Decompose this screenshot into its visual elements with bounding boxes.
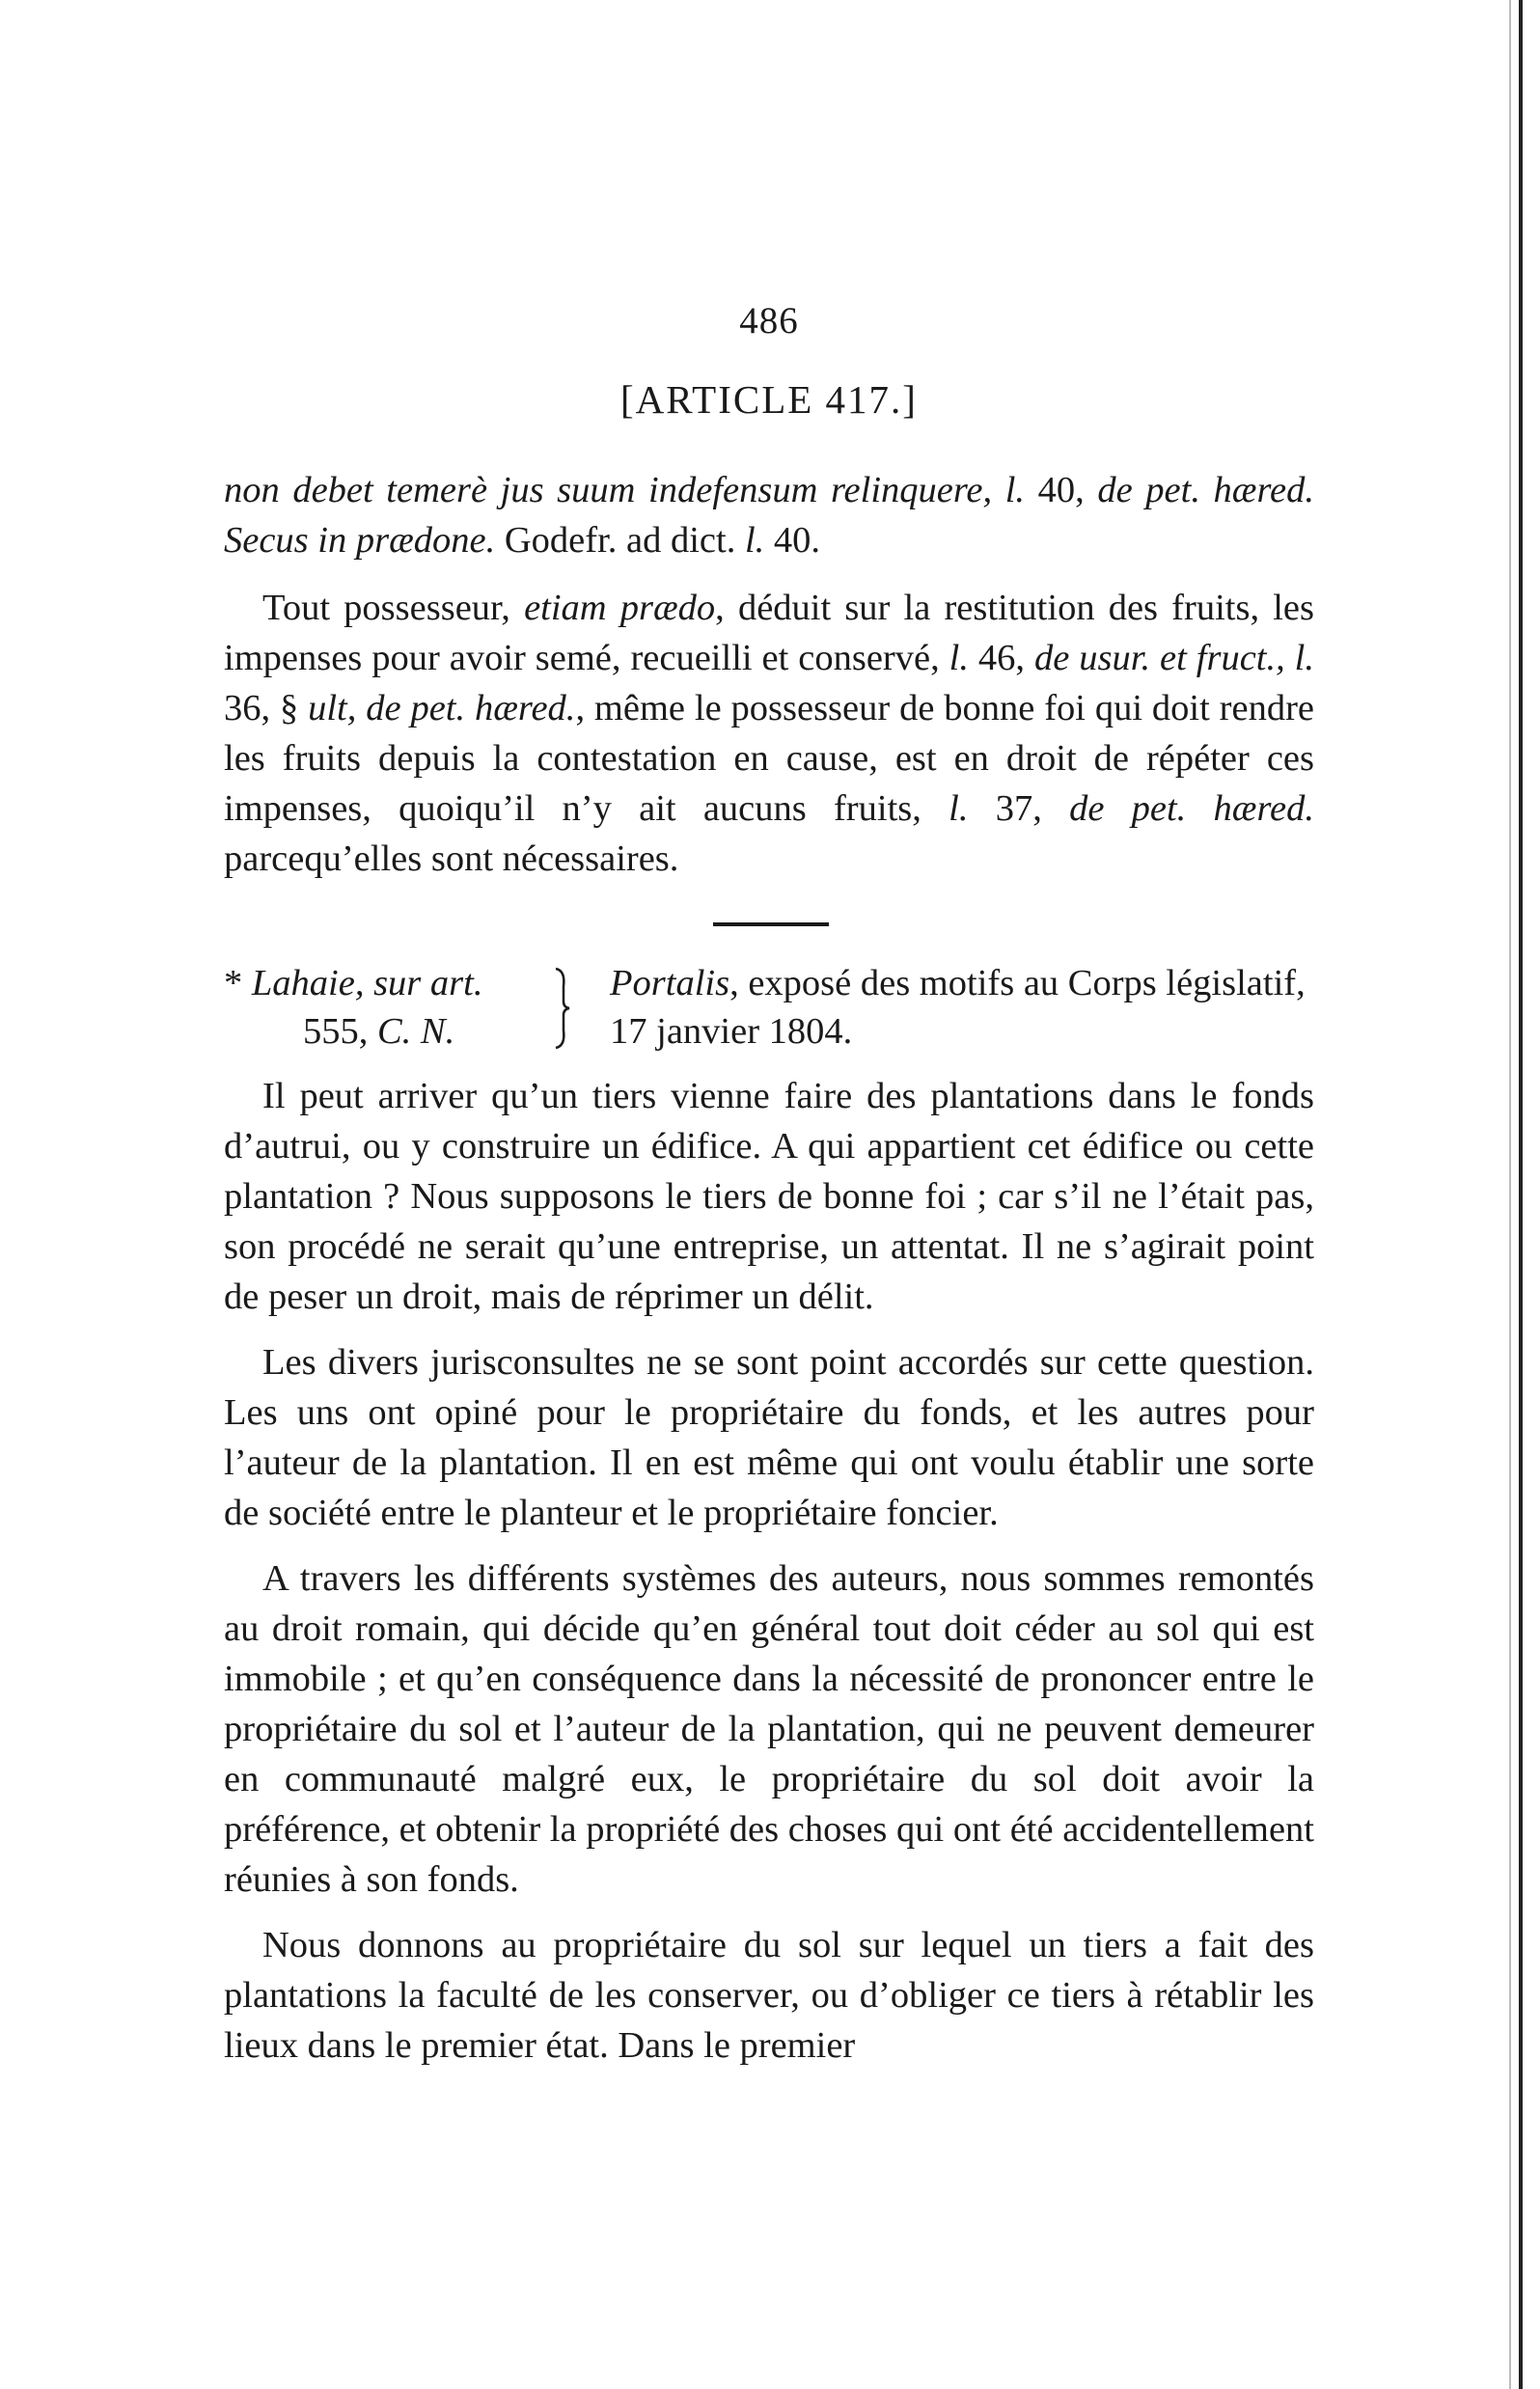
paragraph-possesseur: Tout possesseur, etiam prædo, déduit sur la restitution des fruits, les impenses pour avoir semé, recueilli et conservé, l. 46, de usur. et fruct., l. 36, § ult, de pet. hæred., même le possesseur de bonne foi qui doit rendre les fruits depuis la contestation en cause, est en droit de répéter ces impenses, quoiqu’il n’y ait aucuns fruits, l. 37, de pet. hæred. parcequ’elles sont nécessaires.: [224, 588, 1315, 879]
body-text: [224, 465, 1314, 2071]
paragraph-droit-romain: A travers les différents systèmes des auteurs, nous sommes remontés au droit romain, qui décide qu’en général tout doit céder au sol qui est immobile ; et qu’en conséquence dans la nécessité de prononcer entre le propriétaire du sol et l’auteur de la plantation, qui ne peuvent demeurer en communauté malgré eux, le propriétaire du sol doit avoir la préférence, et obtenir la propriété des choses qui ont été accidentellement réunies à son fonds.: [224, 1558, 1314, 1900]
source-note: [224, 959, 1314, 1056]
section-divider: [224, 884, 1314, 955]
running-head: [ARTICLE 417.]: [620, 377, 918, 422]
page-number: 486: [739, 300, 799, 342]
note-left-column: * Lahaie, sur art. 555, C. N.: [224, 963, 483, 1052]
binding-edge-shadow: [1509, 0, 1511, 2389]
paragraph-continued: non debet temerè jus suum indefensum relinquere, l. 40, de pet. hæred. Secus in prædone. Godefr. ad dict. l. 40.: [224, 470, 1315, 561]
binding-edge: [1519, 0, 1523, 2389]
brace-icon: [548, 959, 577, 1056]
divider-rule: [713, 922, 829, 926]
note-right-column: Portalis, exposé des motifs au Corps législatif, 17 janvier 1804.: [610, 963, 1306, 1052]
paragraph-faculte: Nous donnons au propriétaire du sol sur lequel un tiers a fait des plantations la faculté de les conserver, ou d’obliger ce tiers à rétablir les lieux dans le premier état. Dans le premier: [224, 1925, 1314, 2066]
paragraph-plantations: Il peut arriver qu’un tiers vienne faire des plantations dans le fonds d’autrui, ou y construire un édifice. A qui appartient cet édifice ou cette plantation ? Nous supposons le tiers de bonne foi ; car s’il ne l’était pas, son procédé ne serait qu’une entreprise, un attentat. Il ne s’agirait point de peser un droit, mais de réprimer un délit.: [224, 1076, 1314, 1317]
paragraph-jurisconsultes: Les divers jurisconsultes ne se sont point accordés sur cette question. Les uns ont opiné pour le propriétaire du fonds, et les autres pour l’auteur de la plantation. Il en est même qui ont voulu établir une sorte de société entre le planteur et le propriétaire foncier.: [224, 1342, 1314, 1533]
